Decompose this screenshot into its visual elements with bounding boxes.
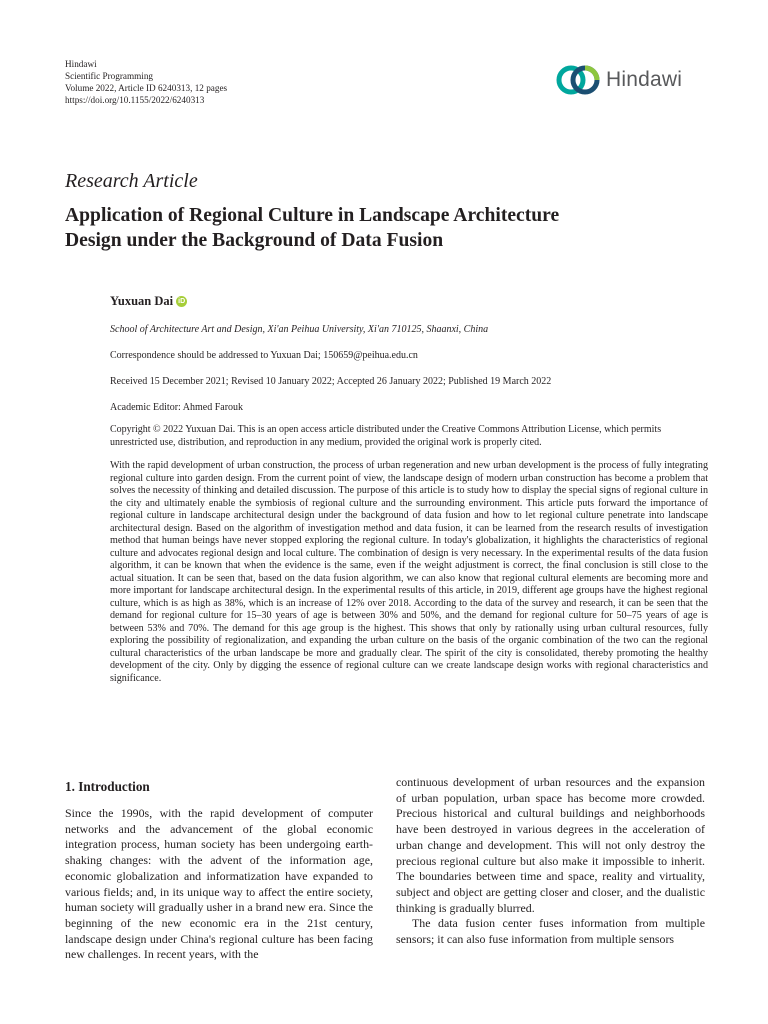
abstract: With the rapid development of urban construction, the process of urban regeneration and new urban development is the process of fully integrating regional culture into garden design. From the current point of view, the landscape design of modern urban construction has become a problem that solves the necessity of thinking and detailed discussion. The purpose of this article is to study how to display the special signs of regional culture in the city and ultimately enable the symbiosis of regional culture and the surrounding environment. This article puts forward the importance of regional culture in landscape architectural design under the background of data fusion and how to let regional culture penetrate into landscape architectural design. Based on the algorithm of investigation method and data fusion, it can be learned from the research results of investigation method that human beings have never stopped exploring the regional culture. In today's globalization, it highlights the characteristics of regional culture and advocates regional design and local culture. The combination of design is very necessary. In the experimental results of the data fusion algorithm, it can be known that when the evidence is the same, even if the weight adjustment is correct, the final conclusion is still close to the actual situation. It can be seen that, based on the data fusion algorithm, we can also know that regional cultural elements are becoming more and more important for landscape architectural design. In the experimental results of this article, in 2019, different age groups have the highest regional culture, which is as high as 38%, which is an increase of 12% over 2018. According to the data of the survey and research, it can be seen that the demand for regional culture for 15–30 years of age is between 30% and 50%, and the demand for regional culture for 50–75 years of age is between 53% and 70%. The demand for this age group is the highest. This shows that only by rationally using urban cultural resources, fully exploring the possibility of regionalization, and expanding the urban culture on the basis of the organic combination of the two can the regional cultural characteristics of the urban landscape be more and gradually clear. The spirit of the city is consolidated, thereby promoting the healthy development of the city. Only by digging the essence of regional culture can we create landscape design works with regional characteristics and significance. xyxy=(110,460,708,684)
affiliation: School of Architecture Art and Design, Xi'an Peihua University, Xi'an 710125, Shaanxi, China xyxy=(110,324,489,335)
volume-line: Volume 2022, Article ID 6240313, 12 pages xyxy=(65,83,228,93)
copyright-notice: Copyright © 2022 Yuxuan Dai. This is an open access article distributed under the Creative Commons Attribution License, which permits unrestricted use, distribution, and reproduction in any medium, provided the original work is properly cited. xyxy=(110,424,662,448)
title-line-2: Design under the Background of Data Fusion xyxy=(65,230,444,251)
author-name: Yuxuan Dai xyxy=(110,294,174,308)
left-column-text: Since the 1990s, with the rapid development of computer networks and the advancement of the global economic integration process, human society has been undergoing earth-shaking changes: with the advent of the information age, economic globalization and informatization have expanded to various fields; and, in its unique way to affect the entire society, human society will gradually usher in a brand new era. Since the beginning of the new economic era in the 21st century, landscape design under China's regional culture has been facing new challenges. In recent years, with the xyxy=(65,806,373,962)
correspondence: Correspondence should be addressed to Yuxuan Dai; 150659@peihua.edu.cn xyxy=(110,350,418,361)
journal-name: Scientific Programming xyxy=(65,71,154,81)
right-column xyxy=(396,775,705,948)
article-type: Research Article xyxy=(65,170,198,192)
right-column-paragraph: continuous development of urban resources and the expansion of urban population, urban space has become more crowded. Precious historical and cultural buildings and neighborhoods have been destroyed in various degrees in the acceleration of urban change and development. This will not only destroy the precious regional culture but also make it impossible to inherit. The boundaries between time and space, reality and virtuality, subject and object are getting closer and closer, and the dualistic thinking is gradually blurred. xyxy=(396,775,705,915)
orcid-icon[interactable]: iD xyxy=(178,298,186,305)
doi-link[interactable]: https://doi.org/10.1155/2022/6240313 xyxy=(65,95,205,105)
hindawi-logo-icon xyxy=(556,62,600,98)
publisher-name: Hindawi xyxy=(65,59,97,69)
author xyxy=(110,294,187,309)
right-column-paragraph: The data fusion center fuses information from multiple sensors; it can also fuse information from multiple sensors xyxy=(396,916,705,947)
title-line-1: Application of Regional Culture in Landscape Architecture xyxy=(65,205,560,226)
academic-editor: Academic Editor: Ahmed Farouk xyxy=(110,402,244,413)
article-title xyxy=(65,203,705,253)
journal-info xyxy=(65,58,227,106)
section-heading-introduction: 1. Introduction xyxy=(65,779,150,794)
publication-dates: Received 15 December 2021; Revised 10 January 2022; Accepted 26 January 2022; Published 19 March 2022 xyxy=(110,376,552,387)
hindawi-logo-text: Hindawi xyxy=(606,68,683,91)
hindawi-logo xyxy=(556,62,682,98)
